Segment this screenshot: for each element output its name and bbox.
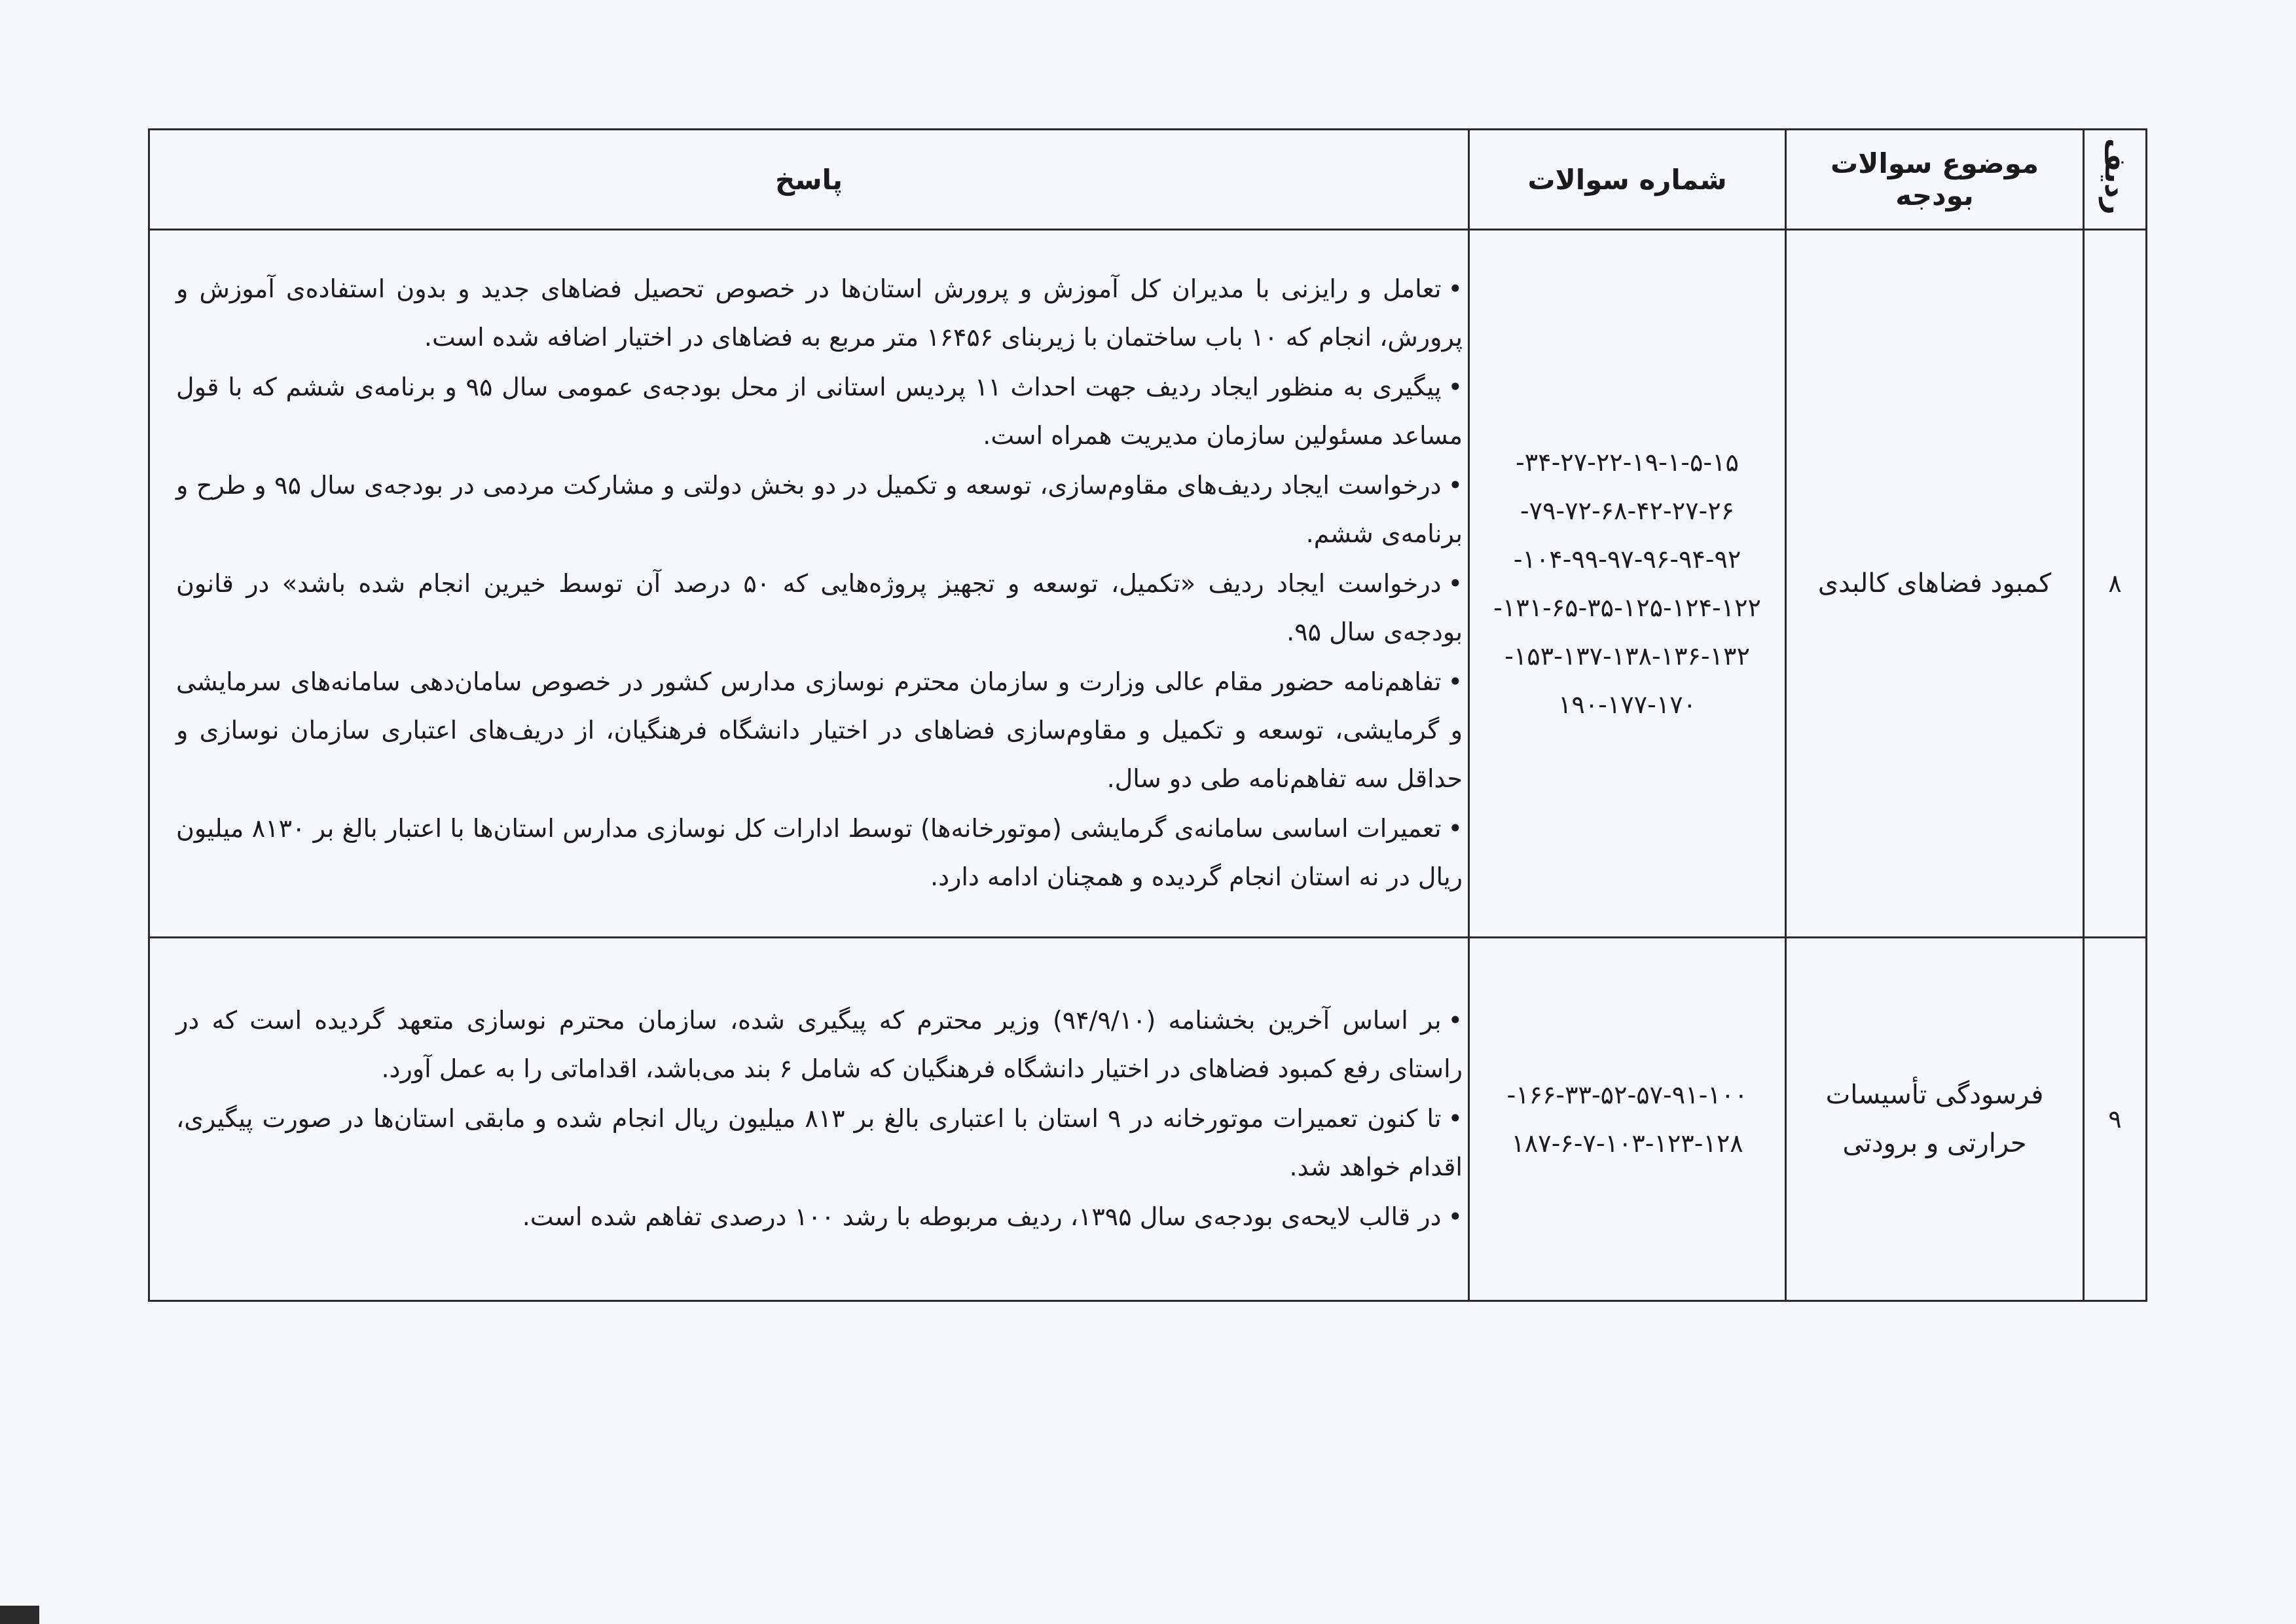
row-answer bbox=[149, 938, 1469, 1301]
bullet-icon: • bbox=[1448, 1006, 1463, 1035]
bullet-icon: • bbox=[1448, 373, 1463, 401]
answer-bullet: •در قالب لایحه‌ی بودجه‌ی سال ۱۳۹۵، ردیف مربوطه با رشد ۱۰۰ درصدی تفاهم شده است. bbox=[176, 1192, 1463, 1241]
bullet-icon: • bbox=[1448, 667, 1463, 696]
row-number: ۹ bbox=[2084, 938, 2147, 1301]
answer-bullet: •تعامل و رایزنی با مدیران کل آموزش و پرورش استان‌ها در خصوص تحصیل فضاهای جدید و بدون استفاده‌ی آموزش و پرورش، انجام که ۱۰ باب ساختمان با زیربنای ۱۶۴۵۶ متر مربع به فضاهای در اختیار اضافه شده است. bbox=[176, 265, 1463, 361]
header-answer: پاسخ bbox=[149, 130, 1469, 230]
budget-questions-table bbox=[148, 128, 2147, 1302]
row-topic: کمبود فضاهای کالبدی bbox=[1786, 230, 2084, 938]
answer-bullet: •تعمیرات اساسی سامانه‌ی گرمایشی (موتورخانه‌ها) توسط ادارات کل نوسازی مدارس استان‌ها با اعتبار بالغ بر ۸۱۳۰ میلیون ریال در نه استان انجام گردیده و همچنان ادامه دارد. bbox=[176, 804, 1463, 901]
bullet-icon: • bbox=[1448, 1202, 1463, 1231]
answer-bullet: •بر اساس آخرین بخشنامه (۹۴/۹/۱۰) وزیر محترم که پیگیری شده، سازمان محترم نوسازی متعهد گردیده است که در راستای رفع کمبود فضاهای در اختیار دانشگاه فرهنگیان که شامل ۶ بند می‌باشد، اقداماتی را به عمل آورد. bbox=[176, 996, 1463, 1093]
answer-bullet: •درخواست ایجاد ردیف «تکمیل، توسعه و تجهیز پروژه‌هایی که ۵۰ درصد آن توسط خیرین انجام شده باشد» در قانون بودجه‌ی سال ۹۵. bbox=[176, 559, 1463, 656]
bullet-icon: • bbox=[1448, 471, 1463, 500]
bullet-icon: • bbox=[1448, 569, 1463, 598]
row-question-numbers: ۳۴-۲۷-۲۲-۱۹-۱-۵-۱۵- ۷۹-۷۲-۶۸-۴۲-۲۷-۲۶- ۱۰۴-۹۹-۹۷-۹۶-۹۴-۹۲- ۱۳۱-۶۵-۳۵-۱۲۵-۱۲۴-۱۲۲- ۱۵۳-۱۳۷-۱۳۸-۱۳۶-۱۳۲- ۱۹۰-۱۷۷-۱۷۰ bbox=[1469, 230, 1786, 938]
row-topic: فرسودگی تأسیسات حرارتی و برودتی bbox=[1786, 938, 2084, 1301]
table-row bbox=[149, 938, 2147, 1301]
table-header-row bbox=[149, 130, 2147, 230]
row-question-numbers: ۱۶۶-۳۳-۵۲-۵۷-۹۱-۱۰۰- ۱۸۷-۶-۷-۱۰۳-۱۲۳-۱۲۸ bbox=[1469, 938, 1786, 1301]
header-question-numbers: شماره سوالات bbox=[1469, 130, 1786, 230]
answer-bullet: •پیگیری به منظور ایجاد ردیف جهت احداث ۱۱ پردیس استانی از محل بودجه‌ی عمومی سال ۹۵ و برنامه‌ی ششم که با قول مساعد مسئولین سازمان مدیریت همراه است. bbox=[176, 363, 1463, 460]
answer-bullet: •درخواست ایجاد ردیف‌های مقاوم‌سازی، توسعه و تکمیل در دو بخش دولتی و مشارکت مردمی در بودجه‌ی سال ۹۵ و طرح و برنامه‌ی ششم. bbox=[176, 461, 1463, 558]
answer-bullet: •تا کنون تعمیرات موتورخانه در ۹ استان با اعتباری بالغ بر ۸۱۳ میلیون ریال انجام شده و مابقی استان‌ها در صورت پیگیری، اقدام خواهد شد. bbox=[176, 1094, 1463, 1191]
header-row-number: ردیف bbox=[2084, 130, 2147, 230]
header-topic: موضوع سوالات بودجه bbox=[1786, 130, 2084, 230]
row-number: ۸ bbox=[2084, 230, 2147, 938]
scanner-watermark bbox=[0, 1606, 39, 1624]
table-row bbox=[149, 230, 2147, 938]
answer-bullet: •تفاهم‌نامه حضور مقام عالی وزارت و سازمان محترم نوسازی مدارس کشور در خصوص سامان‌دهی سامانه‌های سرمایشی و گرمایشی، توسعه و تکمیل و مقاوم‌سازی فضاهای در اختیار دانشگاه فرهنگیان، از دریف‌های اعتباری سازمان نوسازی و حداقل سه تفاهم‌نامه طی دو سال. bbox=[176, 657, 1463, 803]
bullet-icon: • bbox=[1448, 1104, 1463, 1133]
bullet-icon: • bbox=[1448, 814, 1463, 843]
row-answer bbox=[149, 230, 1469, 938]
bullet-icon: • bbox=[1448, 274, 1463, 303]
